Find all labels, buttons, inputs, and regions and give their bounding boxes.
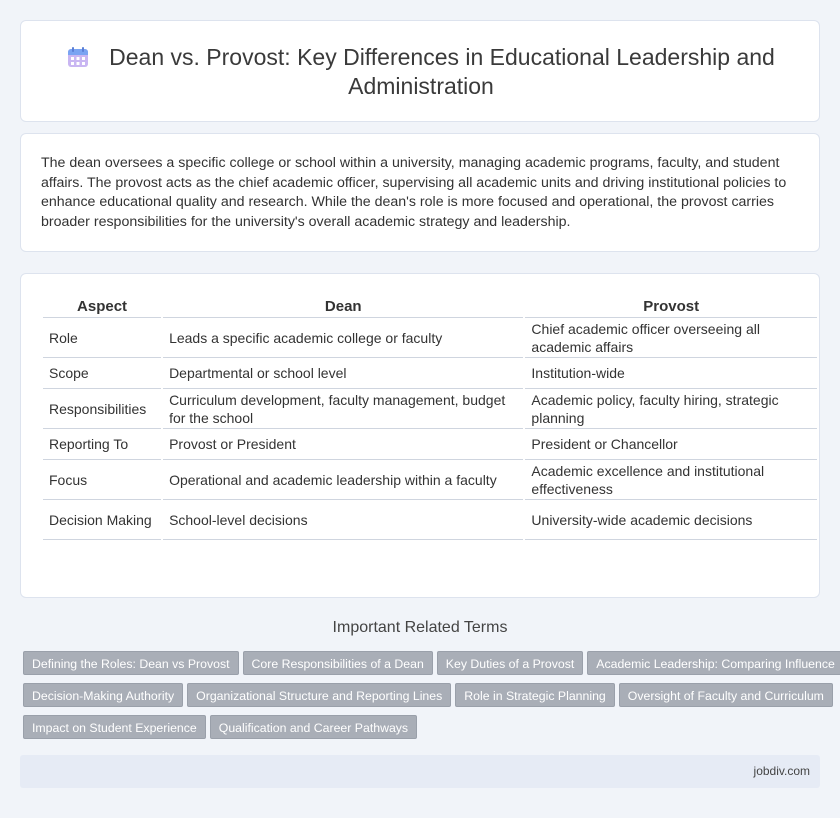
calendar-icon [67, 46, 89, 68]
page-title-wrap [21, 43, 821, 101]
header-dean: Dean [163, 294, 523, 318]
table-row [43, 429, 817, 460]
related-term-tag[interactable]: Qualification and Career Pathways [210, 715, 417, 739]
page-title: Dean vs. Provost: Key Differences in Educational Leadership and Administration [109, 44, 775, 99]
table-row [43, 460, 817, 500]
related-term-tag[interactable]: Decision-Making Authority [23, 683, 183, 707]
row-provost: Chief academic officer overseeing all academic affairs [525, 318, 817, 358]
row-dean: Provost or President [163, 429, 523, 460]
header-card [20, 20, 820, 122]
related-term-tag[interactable]: Impact on Student Experience [23, 715, 206, 739]
row-aspect: Reporting To [43, 429, 161, 460]
related-term-tag[interactable]: Academic Leadership: Comparing Influence [587, 651, 840, 675]
related-terms-list [23, 651, 835, 747]
related-term-tag[interactable]: Role in Strategic Planning [455, 683, 615, 707]
footer [20, 755, 820, 788]
row-dean: Departmental or school level [163, 358, 523, 389]
intro-card [20, 133, 820, 252]
header-provost: Provost [525, 294, 817, 318]
table-row [43, 358, 817, 389]
row-dean: Curriculum development, faculty management, budget for the school [163, 389, 523, 429]
related-term-tag[interactable]: Organizational Structure and Reporting Lines [187, 683, 451, 707]
table-row [43, 318, 817, 358]
row-aspect: Focus [43, 460, 161, 500]
comparison-card [20, 273, 820, 598]
row-dean: Operational and academic leadership within a faculty [163, 460, 523, 500]
related-term-tag[interactable]: Core Responsibilities of a Dean [243, 651, 433, 675]
table-row [43, 389, 817, 429]
row-provost: Institution-wide [525, 358, 817, 389]
row-provost: Academic policy, faculty hiring, strategic planning [525, 389, 817, 429]
row-aspect: Responsibilities [43, 389, 161, 429]
related-term-tag[interactable]: Defining the Roles: Dean vs Provost [23, 651, 239, 675]
row-aspect: Decision Making [43, 500, 161, 540]
row-dean: School-level decisions [163, 500, 523, 540]
table-row [43, 500, 817, 540]
comparison-table [41, 294, 819, 540]
row-aspect: Scope [43, 358, 161, 389]
row-provost: President or Chancellor [525, 429, 817, 460]
footer-site-link[interactable]: jobdiv.com [753, 764, 810, 778]
related-term-tag[interactable]: Oversight of Faculty and Curriculum [619, 683, 833, 707]
row-dean: Leads a specific academic college or faculty [163, 318, 523, 358]
table-header-row [43, 294, 817, 318]
row-aspect: Role [43, 318, 161, 358]
related-term-tag[interactable]: Key Duties of a Provost [437, 651, 584, 675]
row-provost: University-wide academic decisions [525, 500, 817, 540]
related-terms-title: Important Related Terms [332, 619, 508, 636]
intro-paragraph: The dean oversees a specific college or school within a university, managing academic programs, faculty, and student affairs. The provost acts as the chief academic officer, supervising all academic units and driving institutional policies to enhance educational quality and research. While the dean's role is more focused and operational, the provost carries broader responsibilities for the university's overall academic strategy and leadership. [41, 155, 787, 230]
row-provost: Academic excellence and institutional effectiveness [525, 460, 817, 500]
header-aspect: Aspect [43, 294, 161, 318]
